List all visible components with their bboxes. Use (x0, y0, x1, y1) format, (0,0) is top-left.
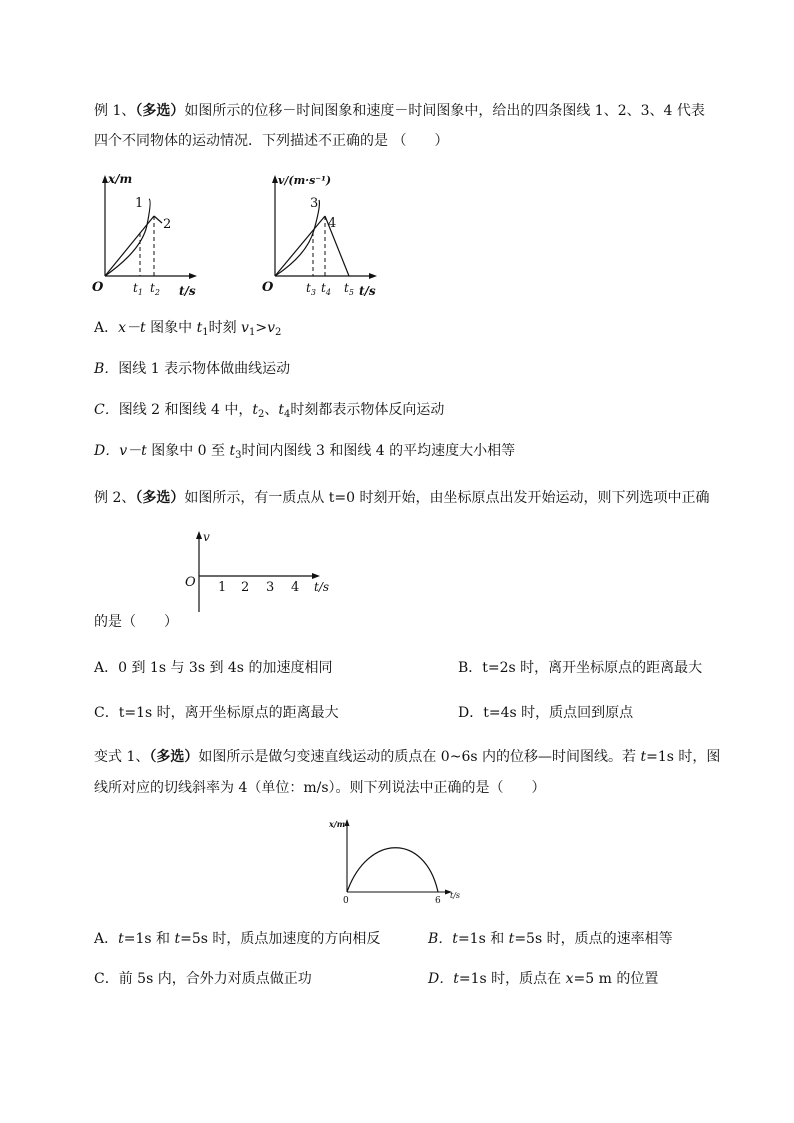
ex1-label: 例 1、 (94, 103, 136, 119)
var1-ylabel: x/m (329, 819, 346, 829)
xt-tick-t1: $t_1$ (133, 281, 143, 297)
ex2-option-a: A．0 到 1s 与 3s 到 4s 的加速度相同 (94, 660, 333, 676)
ex1-option-a: A．x－t 图象中 $t_1$时刻 $v_1>v_2$ (94, 320, 282, 338)
vt-tick-t4: $t_4$ (321, 281, 331, 297)
xt-ylabel: x/m (108, 172, 133, 186)
ex2-question-line1: 例 2、（多选）如图所示，有一质点从 t=0 时刻开始，由坐标原点出发开始运动，则下列选项中正确 (94, 490, 710, 506)
var1-xlabel: t/s (450, 891, 461, 900)
ex2-option-c: C．t=1s 时，离开坐标原点的距离最大 (94, 705, 339, 721)
ex2-y-arrow (196, 531, 202, 539)
ex2-tick-1: 1 (218, 580, 227, 595)
var1-option-a: A．t=1s 和 t=5s 时，质点加速度的方向相反 (94, 931, 381, 947)
ex2-x-arrow (312, 573, 320, 579)
xt-curve1-label: 1 (135, 196, 144, 211)
var1-xt-graph (330, 815, 480, 910)
var1-option-d: D．t=1s 时，质点在 x=5 m 的位置 (428, 971, 659, 987)
xt-origin: O (92, 280, 104, 295)
vt-ylabel: v/(m·s⁻¹) (278, 174, 332, 187)
ex2-tick-4: 4 (291, 580, 300, 595)
vt-curve3 (275, 200, 319, 276)
ex2-question-line2: 的是（ ） (94, 614, 178, 630)
xt-curve2-label: 2 (163, 217, 172, 232)
ex2-option-b: B．t=2s 时，离开坐标原点的距离最大 (458, 660, 703, 676)
var1-tick-6: 6 (435, 896, 441, 906)
vt-curve4-label: 4 (328, 216, 337, 231)
ex1-question-text-a: 如图所示的位移－时间图象和速度－时间图象中，给出的四条图线 1、2、3、4 代表 (184, 103, 705, 119)
ex1-question-line1 (94, 101, 705, 121)
xt-x-arrow (189, 273, 197, 279)
ex1-question-line2 (94, 131, 448, 151)
vt-xlabel: t/s (359, 284, 376, 298)
ex2-tick-3: 3 (266, 580, 275, 595)
var1-option-c: C．前 5s 内，合外力对质点做正功 (94, 971, 312, 987)
ex1-vt-graph (262, 170, 392, 300)
ex2-option-d: D．t=4s 时，质点回到原点 (458, 705, 634, 721)
ex1-option-c: C．图线 2 和图线 4 中，$t_2$、$t_4$时刻都表示物体反向运动 (94, 402, 445, 420)
vt-tick-t3: $t_3$ (306, 281, 316, 297)
ex1-multi-tag: （多选） (135, 103, 185, 119)
ex2-origin: O (185, 575, 196, 590)
vt-curve3-label: 3 (310, 196, 319, 211)
xt-curve1 (105, 199, 150, 276)
var1-parabola (347, 848, 438, 892)
xt-line2-fall (154, 216, 162, 223)
ex1-option-d: D．v－t 图象中 0 至 $t_3$时间内图线 3 和图线 4 的平均速度大小相等 (94, 443, 516, 461)
ex1-xt-graph (92, 170, 202, 300)
vt-origin: O (262, 280, 274, 295)
ex2-ylabel: v (203, 530, 210, 544)
ex1-option-b: B．图线 1 表示物体做曲线运动 (94, 361, 291, 377)
ex2-vt-graph (180, 528, 330, 618)
var1-question-line1: 变式 1、（多选）如图所示是做匀变速直线运动的质点在 0~6s 内的位移—时间图线。若 t=1s 时，图 (94, 749, 721, 765)
ex2-xlabel: t/s (314, 580, 330, 594)
ex2-tick-2: 2 (241, 580, 250, 595)
var1-y-arrow (345, 819, 350, 826)
var1-question-line2: 线所对应的切线斜率为 4（单位：m/s）。则下列说法中正确的是（ ） (94, 780, 546, 796)
vt-x-arrow (369, 273, 377, 279)
vt-line4-rise (275, 216, 325, 276)
ex1-question-text-b: 四个不同物体的运动情况．下列描述不正确的是 （ ） (94, 133, 449, 149)
var1-option-b: B．t=1s 和 t=5s 时，质点的速率相等 (428, 931, 673, 947)
xt-xlabel: t/s (179, 284, 196, 298)
xt-tick-t2: $t_2$ (150, 281, 160, 297)
var1-origin: 0 (343, 896, 349, 906)
vt-tick-t5: $t_5$ (344, 281, 354, 297)
